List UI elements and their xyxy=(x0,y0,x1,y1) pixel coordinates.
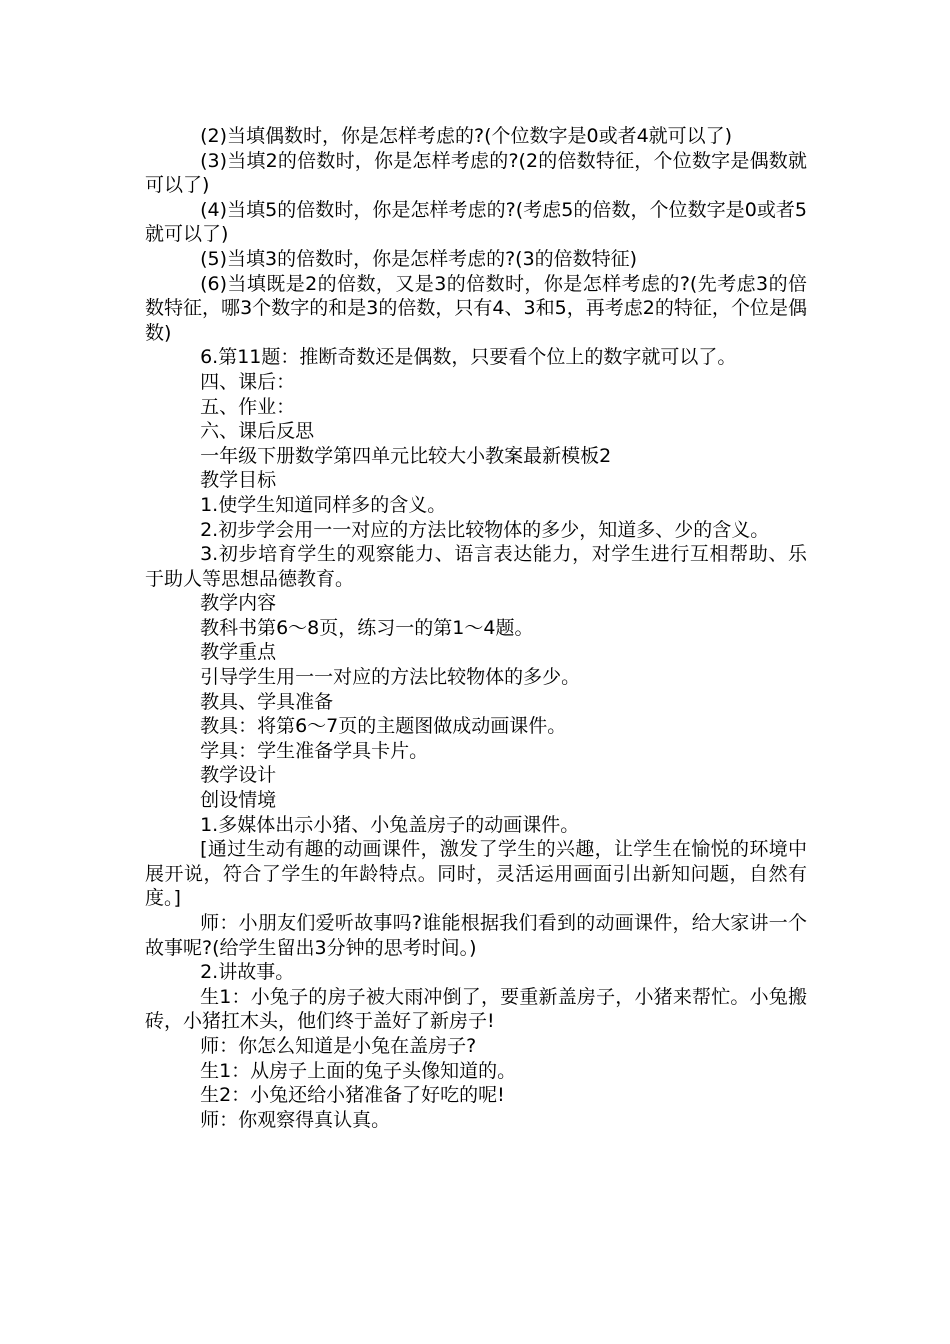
paragraph: 生1：小兔子的房子被大雨冲倒了，要重新盖房子，小猪来帮忙。小兔搬砖，小猪扛木头，他们终于盖好了新房子! xyxy=(145,985,807,1033)
paragraph: (5)当填3的倍数时，你是怎样考虑的?(3的倍数特征) xyxy=(200,247,638,270)
paragraph: 3.初步培育学生的观察能力、语言表达能力，对学生进行互相帮助、乐于助人等思想品德教育。 xyxy=(145,543,807,590)
paragraph: 生2：小兔还给小猪准备了好吃的呢! xyxy=(200,1084,505,1107)
paragraph: 引导学生用一一对应的方法比较物体的多少。 xyxy=(200,666,581,689)
paragraph: (3)当填2的倍数时，你是怎样考虑的?(2的倍数特征，个位数字是偶数就可以了) xyxy=(145,149,807,197)
paragraph: [通过生动有趣的动画课件，激发了学生的兴趣，让学生在愉悦的环境中展开说，符合了学生的年龄特点。同时，灵活运用画面引出新知问题，自然有度。] xyxy=(145,838,807,910)
paragraph: 师：小朋友们爱听故事吗?谁能根据我们看到的动画课件，给大家讲一个故事呢?(给学生留出3分钟的思考时间。) xyxy=(145,912,807,959)
section-heading: 四、课后： xyxy=(200,370,296,393)
paragraph: 1.多媒体出示小猪、小兔盖房子的动画课件。 xyxy=(200,813,580,836)
section-heading: 教学内容 xyxy=(200,592,277,615)
paragraph: 6.第11题：推断奇数还是偶数，只要看个位上的数字就可以了。 xyxy=(200,346,737,369)
paragraph: 教科书第6～8页，练习一的第1～4题。 xyxy=(200,616,534,639)
paragraph: (2)当填偶数时，你是怎样考虑的?(个位数字是0或者4就可以了) xyxy=(200,125,733,147)
section-heading: 教学设计 xyxy=(200,764,277,787)
paragraph: 2.讲故事。 xyxy=(200,961,295,984)
paragraph: 师：你怎么知道是小兔在盖房子? xyxy=(200,1034,477,1057)
document-body xyxy=(145,124,807,1132)
paragraph: 师：你观察得真认真。 xyxy=(200,1108,391,1131)
paragraph: 教具：将第6～7页的主题图做成动画课件。 xyxy=(200,715,567,738)
paragraph: 1.使学生知道同样多的含义。 xyxy=(200,493,447,516)
paragraph: 2.初步学会用一一对应的方法比较物体的多少，知道多、少的含义。 xyxy=(200,518,770,541)
paragraph: (4)当填5的倍数时，你是怎样考虑的?(考虑5的倍数，个位数字是0或者5就可以了) xyxy=(145,198,807,246)
section-heading: 六、课后反思 xyxy=(200,420,315,443)
paragraph: 生1：从房子上面的兔子头像知道的。 xyxy=(200,1059,517,1082)
section-heading: 教学重点 xyxy=(200,641,277,664)
section-heading: 创设情境 xyxy=(200,789,277,812)
section-heading: 五、作业： xyxy=(200,395,296,418)
section-heading: 教学目标 xyxy=(200,469,277,492)
section-heading: 教具、学具准备 xyxy=(200,690,334,713)
paragraph: (6)当填既是2的倍数，又是3的倍数时，你是怎样考虑的?(先考虑3的倍数特征，哪3个数字的和是3的倍数，只有4、3和5，再考虑2的特征，个位是偶数) xyxy=(145,272,807,344)
document-title: 一年级下册数学第四单元比较大小教案最新模板2 xyxy=(200,444,612,467)
paragraph: 学具：学生准备学具卡片。 xyxy=(200,739,429,762)
